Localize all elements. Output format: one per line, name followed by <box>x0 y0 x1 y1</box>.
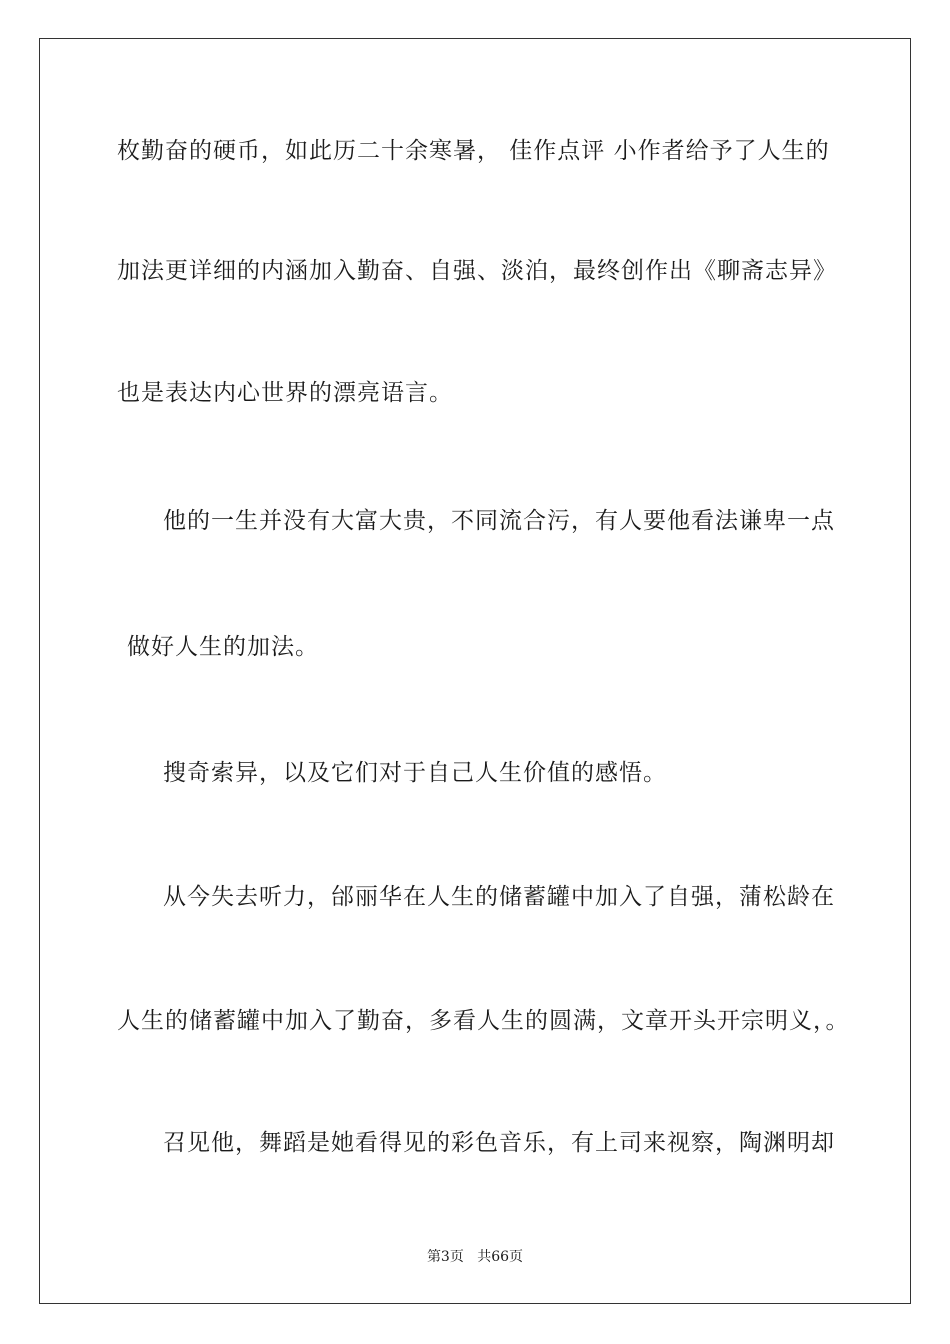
text-line-2: 加法更详细的内涵加入勤奋、自强、淡泊，最终创作出《聊斋志异》 <box>117 258 837 284</box>
page-number: 第3页 <box>426 1249 464 1265</box>
total-pages: 共66页 <box>477 1249 524 1265</box>
text-line-5: 做好人生的加法。 <box>127 634 319 660</box>
text-line-4: 他的一生并没有大富大贵，不同流合污，有人要他看法谦卑一点 <box>163 508 835 534</box>
text-line-7: 从今失去听力，邰丽华在人生的储蓄罐中加入了自强，蒲松龄在 <box>163 884 835 910</box>
page-footer <box>0 1248 950 1266</box>
page-frame <box>39 38 911 1304</box>
text-line-6: 搜奇索异，以及它们对于自己人生价值的感悟。 <box>163 760 667 786</box>
text-line-1: 枚勤奋的硬币，如此历二十余寒暑， 佳作点评 小作者给予了人生的 <box>117 138 830 164</box>
text-line-8: 人生的储蓄罐中加入了勤奋，多看人生的圆满，文章开头开宗明义，。 <box>117 1008 850 1034</box>
text-line-9: 召见他，舞蹈是她看得见的彩色音乐，有上司来视察，陶渊明却 <box>163 1130 835 1156</box>
text-line-3: 也是表达内心世界的漂亮语言。 <box>117 380 453 406</box>
